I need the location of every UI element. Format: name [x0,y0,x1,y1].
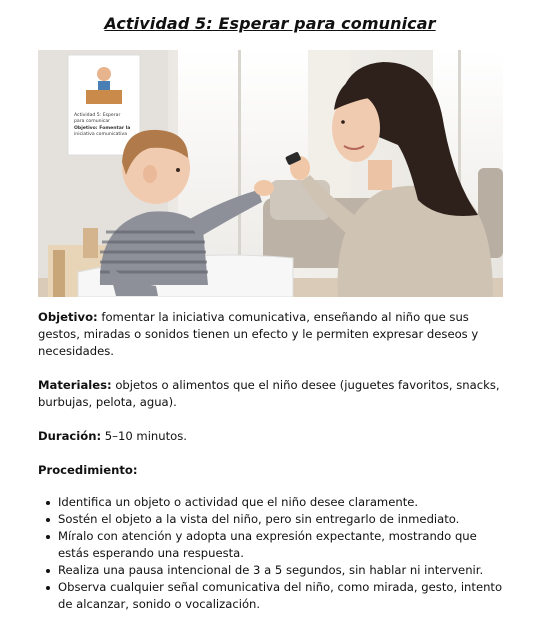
activity-photo [38,50,503,297]
poster-line-1: Actividad 5: Esperar [74,113,121,118]
duration-text: 5–10 minutos. [101,429,187,443]
objective-label: Objetivo: [38,310,98,324]
list-item: Observa cualquier señal comunicativa del niño, como mirada, gesto, intento de alcanzar, sonido o vocalización. [38,579,508,613]
objective-paragraph [38,309,508,360]
poster-line-2: para comunicar [74,119,111,124]
materials-text: objetos o alimentos que el niño desee (juguetes favoritos, snacks, burbujas, pelota, agua). [38,378,500,409]
duration-paragraph [38,428,508,445]
poster-line-3: Objetivo: Fomentar la [74,126,131,131]
procedure-list [38,494,508,613]
list-item: Míralo con atención y adopta una expresión expectante, mostrando que estás esperando una respuesta. [38,528,508,562]
duration-label: Duración: [38,429,102,443]
list-item: Realiza una pausa intencional de 3 a 5 segundos, sin hablar ni intervenir. [38,562,508,579]
poster-line-4: iniciativa comunicativa [74,132,128,137]
materials-label: Materiales: [38,378,112,392]
activity-description [38,309,508,613]
procedure-heading: Procedimiento: [38,463,138,477]
list-item: Sostén el objeto a la vista del niño, pero sin entregarlo de inmediato. [38,511,508,528]
page-title: Actividad 5: Esperar para comunicar [104,14,436,33]
list-item: Identifica un objeto o actividad que el niño desee claramente. [38,494,508,511]
materials-paragraph [38,377,508,411]
objective-text: fomentar la iniciativa comunicativa, enseñando al niño que sus gestos, miradas o sonidos tienen un efecto y le permiten expresar deseos y necesidades. [38,310,479,358]
